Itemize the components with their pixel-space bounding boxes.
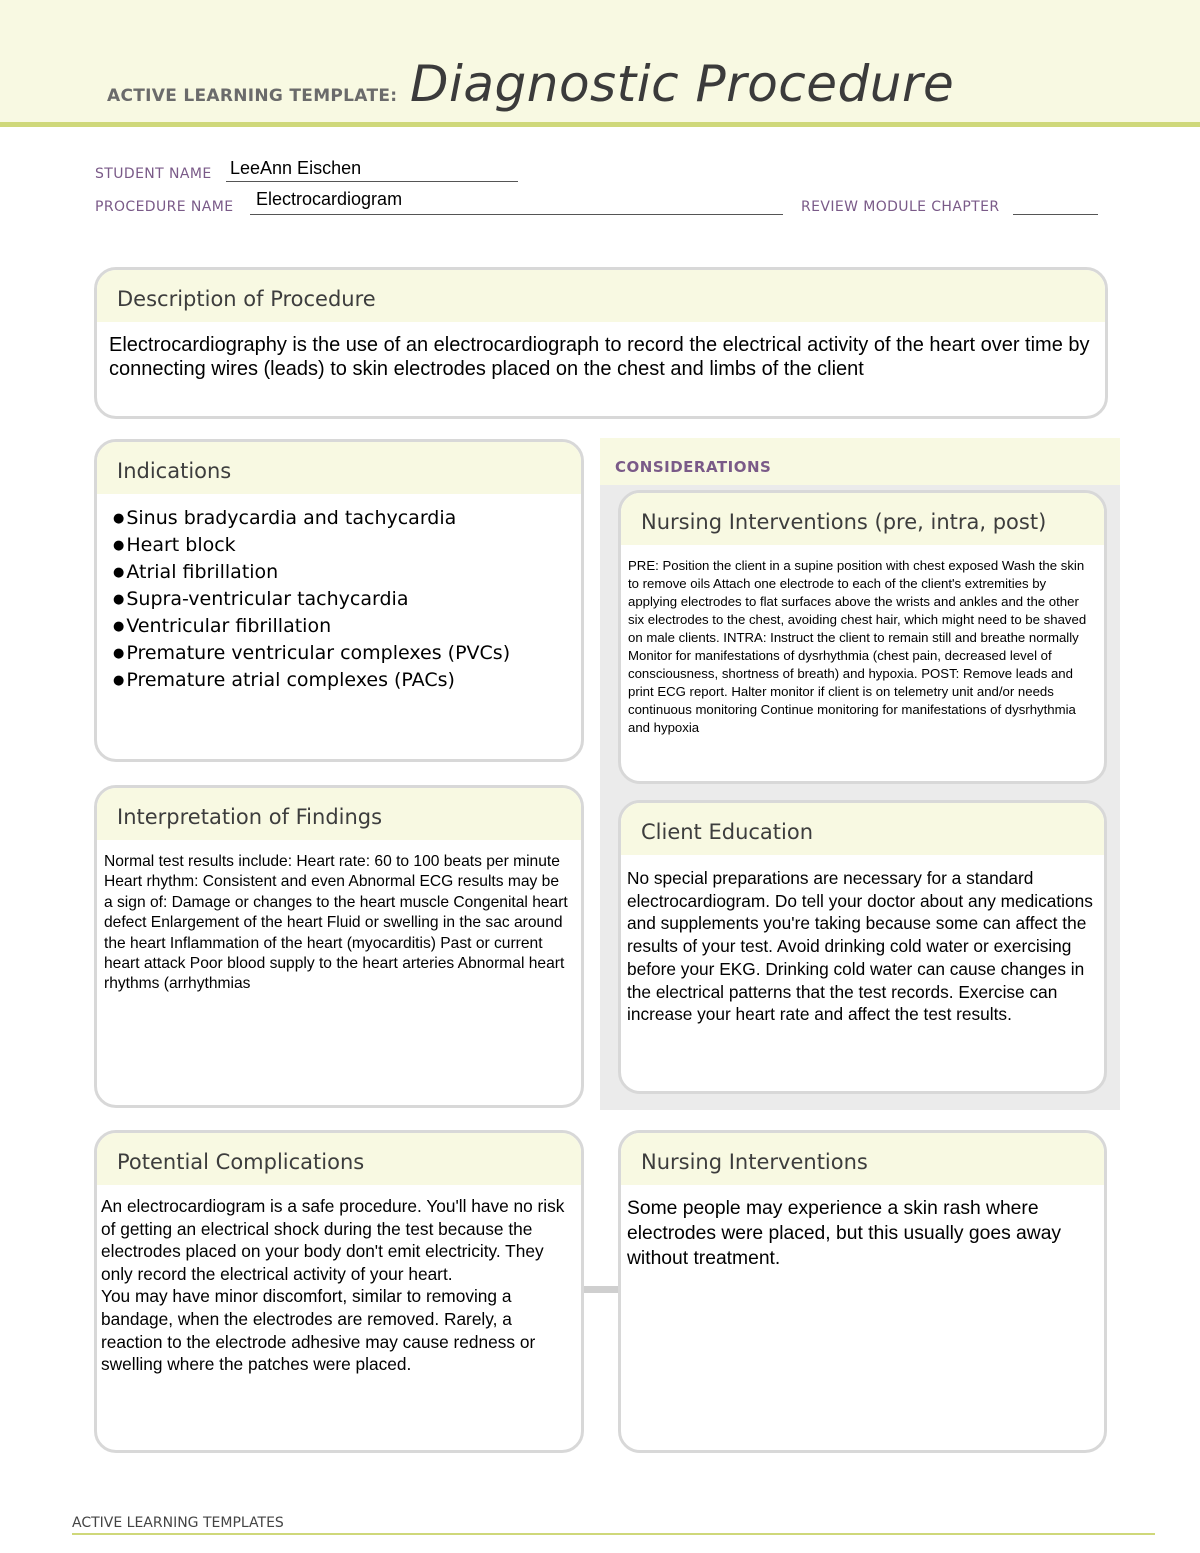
nursing-interventions-title: Nursing Interventions — [621, 1133, 1104, 1185]
review-module-label: REVIEW MODULE CHAPTER — [801, 199, 1000, 215]
complications-box — [94, 1130, 584, 1453]
description-box — [94, 267, 1108, 419]
interpretation-box — [94, 785, 584, 1108]
complications-text[interactable] — [101, 1195, 569, 1376]
footer-label: ACTIVE LEARNING TEMPLATES — [72, 1515, 284, 1531]
description-text[interactable]: Electrocardiography is the use of an electrocardiograph to record the electrical activity of the heart over time by connecting wires (leads) to skin electrodes placed on the chest and limbs of the client — [109, 334, 1090, 380]
nursing-interventions-pip-box — [618, 490, 1107, 784]
list-item: ● Sinus bradycardia and tachycardia — [113, 506, 573, 533]
review-module-line — [1013, 214, 1098, 215]
nursing-interventions-box — [618, 1130, 1107, 1453]
list-item: ● Supra-ventricular tachycardia — [113, 587, 573, 614]
page-title: Diagnostic Procedure — [410, 55, 955, 113]
procedure-name-label: PROCEDURE NAME — [95, 199, 234, 215]
indications-box — [94, 439, 584, 762]
interpretation-text[interactable]: Normal test results include: Heart rate: 60 to 100 beats per minute Heart rhythm: Consistent and even Abnormal ECG results may be a sign of: Damage or changes to the heart muscle Congenital heart defect Enlargement of the heart Fluid or swelling in the sac around the heart Inflammation of the heart (myocarditis) Past or current heart attack Poor blood supply to the heart arteries Abnormal heart rhythms (arrhythmias — [104, 853, 568, 993]
complications-paragraph: You may have minor discomfort, similar to removing a bandage, when the electrodes are removed. Rarely, a reaction to the electrode adhesive may cause redness or swelling where the patches were placed. — [101, 1286, 536, 1375]
student-name-line — [226, 181, 518, 182]
student-name-label: STUDENT NAME — [95, 166, 212, 182]
client-education-title: Client Education — [621, 803, 1104, 855]
nursing-interventions-pip-title: Nursing Interventions (pre, intra, post) — [621, 493, 1104, 545]
nursing-interventions-text[interactable]: Some people may experience a skin rash where electrodes were placed, but this usually goes away without treatment. — [627, 1198, 1062, 1269]
header-rule — [0, 122, 1200, 127]
indications-list[interactable] — [105, 506, 573, 695]
procedure-name-field[interactable]: Electrocardiogram — [256, 189, 403, 209]
list-item: ● Premature ventricular complexes (PVCs) — [113, 641, 573, 668]
client-education-box — [618, 800, 1107, 1094]
description-title: Description of Procedure — [97, 270, 1105, 322]
template-label: ACTIVE LEARNING TEMPLATE: — [107, 86, 398, 106]
nursing-interventions-pip-text[interactable]: PRE: Position the client in a supine position with chest exposed Wash the skin to remove oils Attach one electrode to each of the client's extremities by applying electrodes to flat surfaces above the wrists and ankles and the other six electrodes to the chest, avoiding chest hair, which might need to be shaved on male clients. INTRA: Instruct the client to remain still and breathe normally Monitor for manifestations of dysrhythmia (chest pain, decreased level of consciousness, shortness of breath) and hypoxia. POST: Remove leads and print ECG report. Halter monitor if client is on telemetry unit and/or needs continuous monitoring Continue monitoring for manifestations of dysrhythmia and hypoxia — [628, 558, 1087, 735]
footer-rule — [72, 1533, 1155, 1535]
student-name-field[interactable]: LeeAnn Eischen — [230, 158, 362, 178]
complications-paragraph: An electrocardiogram is a safe procedure. You'll have no risk of getting an electrical shock during the test because the electrodes placed on your body don't emit electricity. They only record the electrical activity of your heart. — [101, 1196, 565, 1284]
procedure-name-line — [250, 214, 783, 215]
list-item: ● Heart block — [113, 533, 573, 560]
list-item: ● Premature atrial complexes (PACs) — [113, 668, 573, 695]
indications-title: Indications — [97, 442, 581, 494]
connector-bar — [582, 1286, 620, 1293]
list-item: ● Atrial fibrillation — [113, 560, 573, 587]
considerations-label: CONSIDERATIONS — [615, 458, 772, 476]
complications-title: Potential Complications — [97, 1133, 581, 1185]
list-item: ● Ventricular fibrillation — [113, 614, 573, 641]
interpretation-title: Interpretation of Findings — [97, 788, 581, 840]
client-education-text[interactable]: No special preparations are necessary for a standard electrocardiogram. Do tell your doctor about any medications and supplements you're taking because some can affect the results of your test. Avoid drinking cold water or exercising before your EKG. Drinking cold water can cause changes in the electrical patterns that the test records. Exercise can increase your heart rate and affect the test results. — [627, 868, 1093, 1025]
